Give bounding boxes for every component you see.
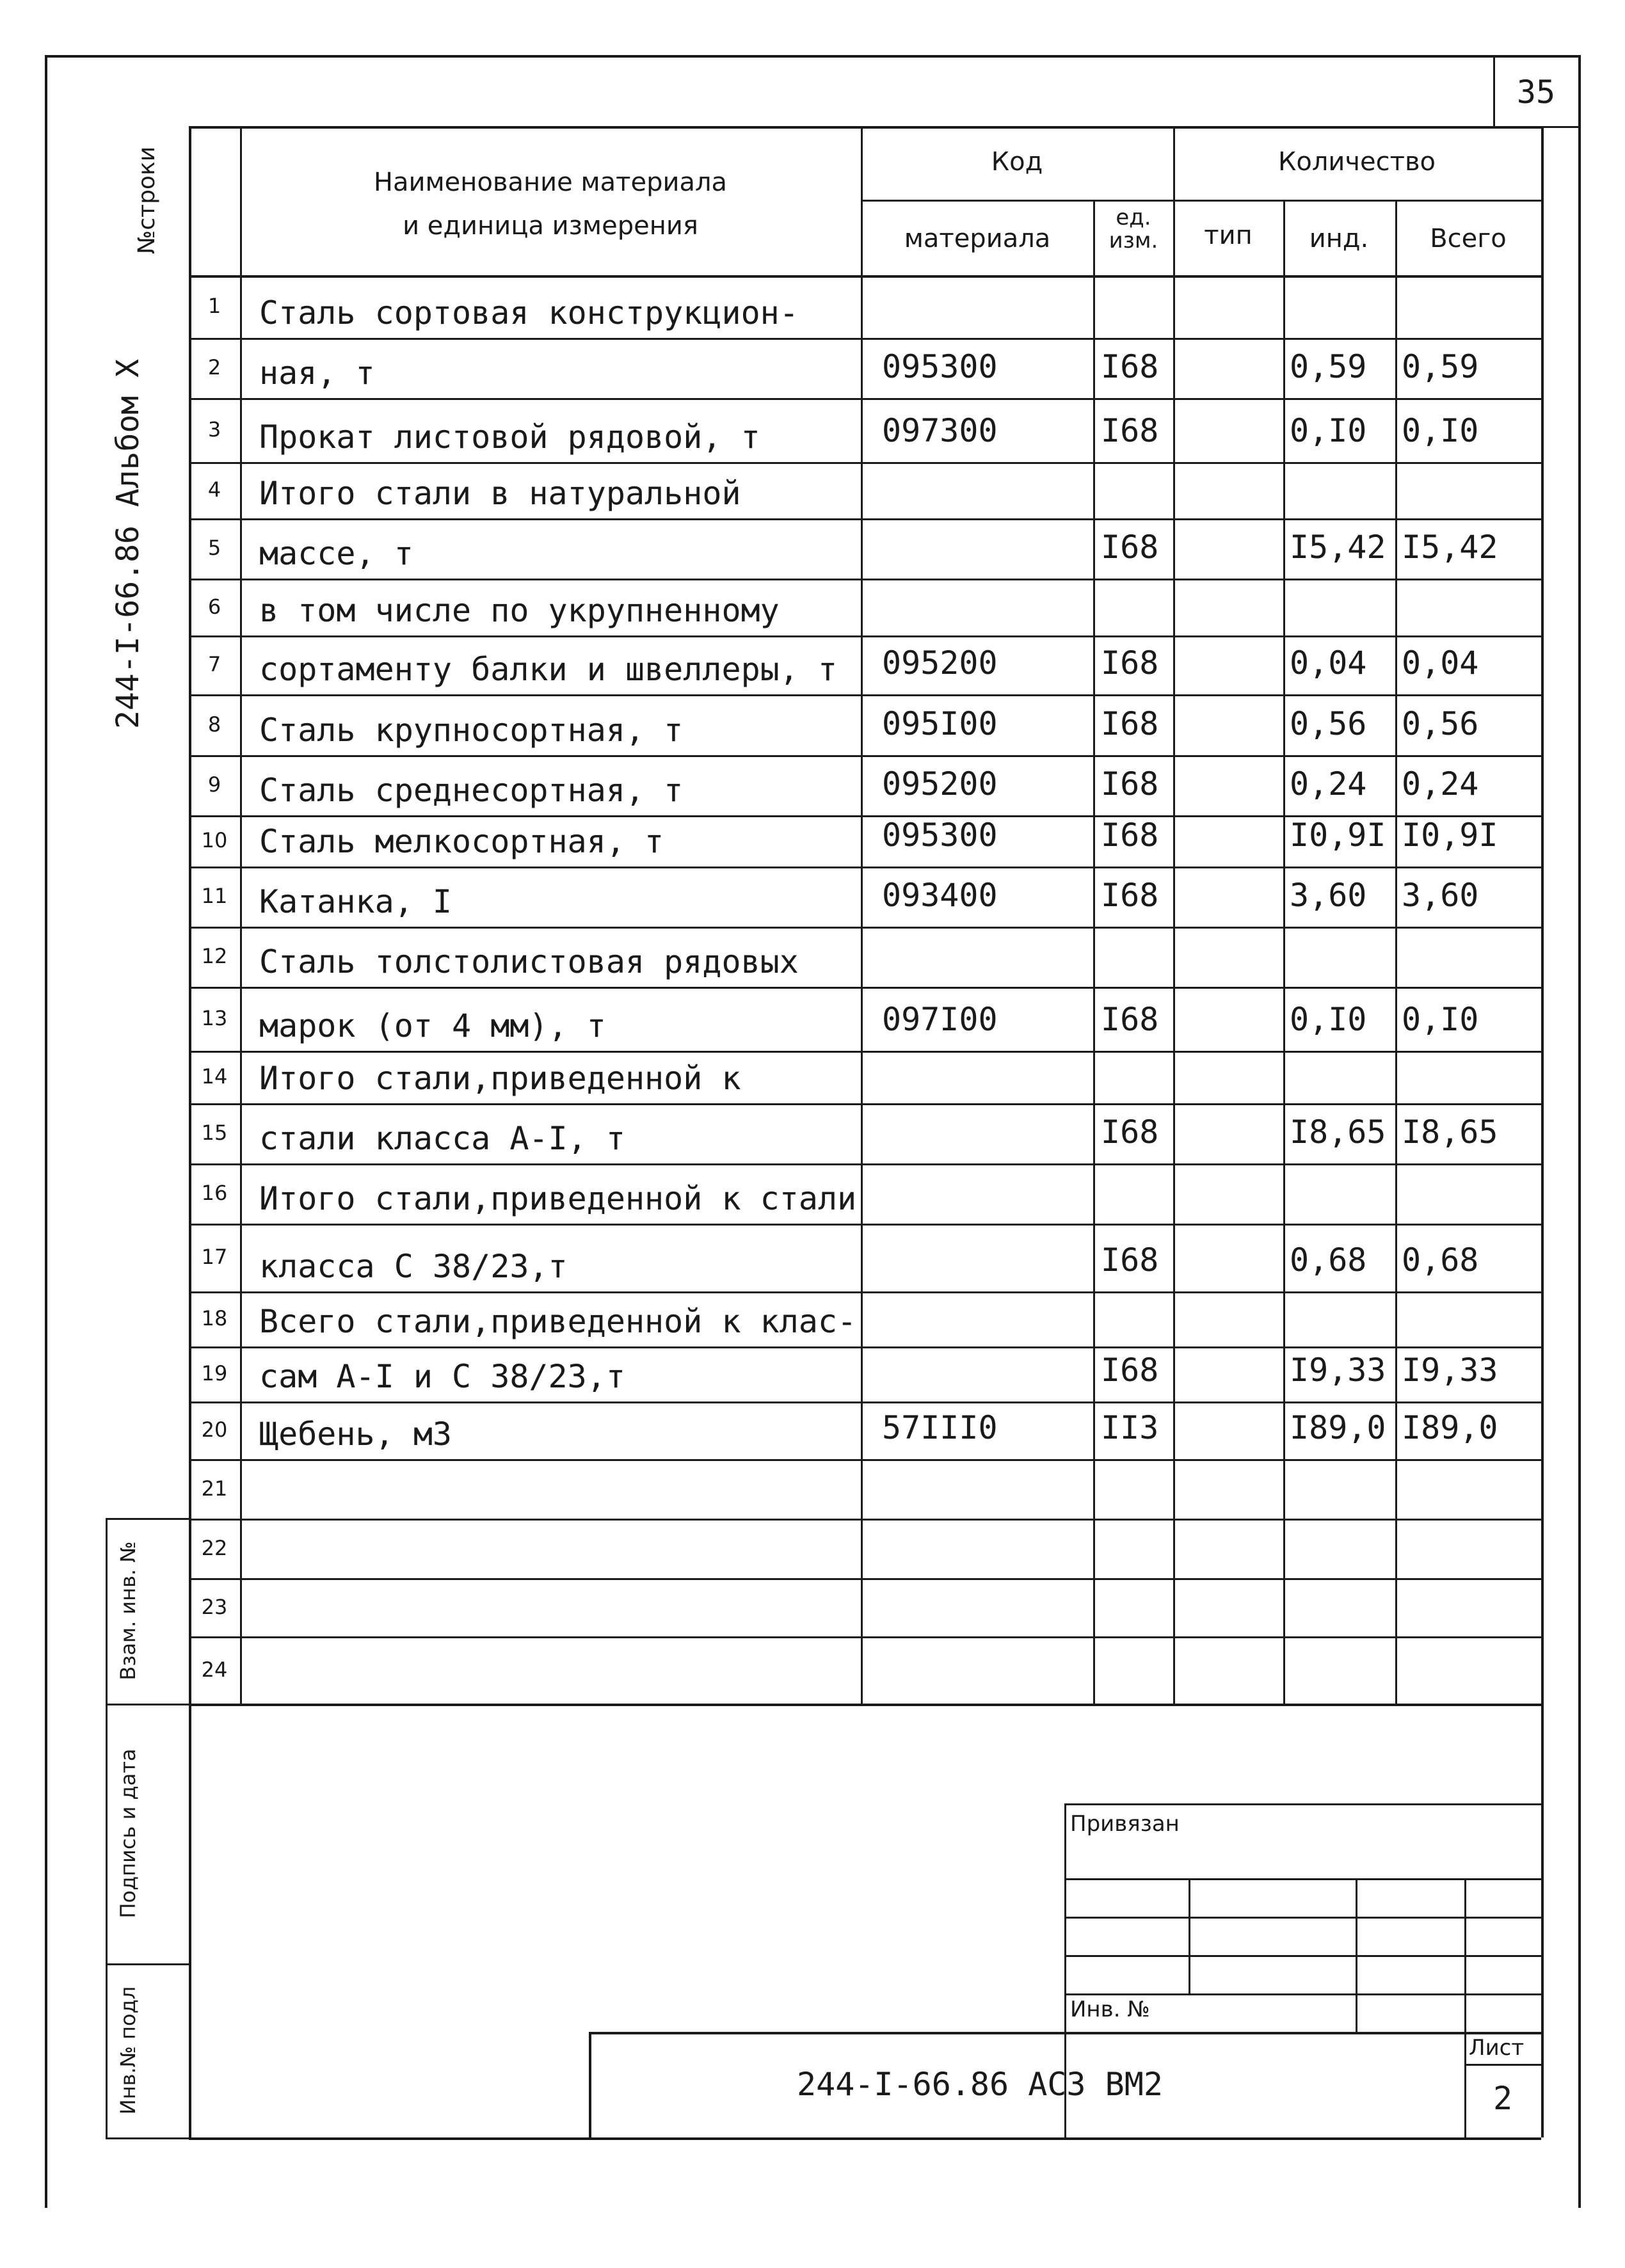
row-material-code: 093400 [882,877,998,914]
row-qty-total: I8,65 [1402,1114,1498,1151]
row-qty-total: I89,0 [1402,1409,1498,1446]
header-mid-line [861,200,1541,202]
row-qty-ind: I8,65 [1290,1114,1386,1151]
title-main-left [589,2032,591,2137]
row-number: 7 [207,652,221,676]
header-row-number: №строки [134,146,160,255]
row-number: 22 [201,1535,228,1560]
row-number: 8 [207,712,221,737]
row-material-name: Сталь крупносортная, т [259,712,684,749]
stamp-original-inv: Инв.№ подл [116,1986,140,2115]
row-qty-total: 0,04 [1402,644,1479,682]
header-qty-group: Количество [1277,147,1436,177]
title-block-col-3 [1464,1878,1466,2137]
title-block-col-2 [1356,1878,1357,2032]
row-line [189,579,1541,580]
row-qty-total: 0,56 [1402,705,1479,742]
row-number: 21 [201,1476,228,1501]
row-number: 2 [207,355,221,379]
table-top [189,126,1541,129]
row-number: 11 [201,884,228,908]
row-qty-ind: 0,I0 [1290,1001,1367,1038]
row-qty-total: I0,9I [1402,817,1498,854]
row-material-code: 57III0 [882,1409,998,1446]
title-block-line-4 [1064,1993,1541,1995]
row-material-name: Сталь толстолистовая рядовых [259,943,799,980]
page-number: 35 [1516,74,1556,111]
row-line [189,1291,1541,1293]
row-qty-total: 0,I0 [1402,412,1479,449]
row-number: 18 [201,1306,228,1330]
row-material-name: сортаменту балки и швеллеры, т [259,651,838,688]
row-material-name: в том числе по укрупненному [259,592,780,629]
row-unit-code: I68 [1101,877,1159,914]
table-col-ind [1283,200,1285,1704]
stamp-signature-date: Подпись и дата [116,1748,140,1919]
table-col-total [1395,200,1397,1704]
header-bottom-line [189,275,1541,278]
row-material-name: Катанка, I [259,883,452,920]
row-unit-code: I68 [1101,529,1159,566]
row-unit-code: I68 [1101,644,1159,682]
row-unit-code: I68 [1101,765,1159,803]
row-number: 15 [201,1121,228,1145]
row-unit-code: II3 [1101,1409,1159,1446]
row-material-code: 095200 [882,765,998,803]
row-number: 12 [201,944,228,968]
row-material-name: марок (от 4 мм), т [259,1007,606,1044]
row-qty-ind: 0,59 [1290,348,1367,385]
table-col-code [861,126,863,1704]
title-block-line-2 [1064,1917,1541,1919]
header-qty-total: Всего [1430,224,1507,253]
title-block-top [1064,1803,1541,1805]
row-material-name: Сталь сортовая конструкцион- [259,294,799,331]
row-number: 17 [201,1245,228,1269]
row-qty-ind: I9,33 [1290,1352,1386,1389]
row-number: 19 [201,1361,228,1386]
table-col-type [1173,126,1175,1704]
row-material-name: Итого стали,приведенной к стали [259,1180,857,1217]
row-line [189,1578,1541,1580]
row-material-name: Сталь среднесортная, т [259,772,684,809]
row-material-name: Прокат листовой рядовой, т [259,419,760,456]
row-line [189,987,1541,989]
row-line [189,1224,1541,1226]
row-qty-total: I5,42 [1402,529,1498,566]
row-unit-code: I68 [1101,1114,1159,1151]
row-line [189,1402,1541,1403]
row-line [189,866,1541,868]
row-qty-ind: 0,I0 [1290,412,1367,449]
row-number: 24 [201,1657,228,1682]
row-qty-ind: I89,0 [1290,1409,1386,1446]
stamp-replaced-inv: Взам. инв. № [116,1541,140,1681]
sheet-label-line [1464,2064,1541,2066]
row-material-name: стали класса А-I, т [259,1120,625,1157]
row-number: 20 [201,1418,228,1442]
row-number: 6 [207,594,221,619]
row-material-name: Всего стали,приведенной к клас- [259,1303,857,1340]
row-number: 16 [201,1181,228,1205]
row-qty-ind: 0,24 [1290,765,1367,803]
row-material-code: 095300 [882,817,998,854]
row-line [189,1459,1541,1461]
header-name: Наименование материала [373,168,728,197]
row-line [189,1163,1541,1165]
row-line [189,1103,1541,1105]
row-material-name: массе, т [259,535,413,572]
title-attached: Привязан [1070,1811,1180,1837]
row-line [189,635,1541,637]
row-line [189,1519,1541,1521]
frame-right [1578,55,1581,2208]
row-qty-total: 3,60 [1402,877,1479,914]
row-unit-code: I68 [1101,1352,1159,1389]
row-material-name: Сталь мелкосортная, т [259,823,664,860]
header-code-unit: ед. изм. [1109,205,1158,253]
row-unit-code: I68 [1101,705,1159,742]
row-material-code: 095I00 [882,705,998,742]
row-number: 14 [201,1064,228,1089]
row-number: 3 [207,417,221,442]
title-sheet-number: 2 [1493,2080,1513,2117]
header-qty-ind: инд. [1309,224,1369,253]
header-code-material: материала [904,224,1051,253]
row-qty-ind: 0,04 [1290,644,1367,682]
row-qty-total: 0,59 [1402,348,1479,385]
row-line [189,755,1541,757]
row-line [189,398,1541,400]
row-number: 1 [207,294,221,318]
header-code-group: Код [991,147,1043,177]
row-material-name: Итого стали,приведенной к [259,1060,741,1097]
row-line [189,694,1541,696]
row-number: 10 [201,828,228,852]
row-material-code: 097I00 [882,1001,998,1038]
page-number-box-left [1493,55,1495,126]
stamp-bottom [106,2137,189,2139]
row-material-name: класса С 38/23,т [259,1248,568,1285]
row-qty-total: 0,68 [1402,1242,1479,1279]
title-inv-no: Инв. № [1070,1997,1150,2022]
table-left [189,126,191,2137]
title-block-line-1 [1064,1878,1541,1880]
row-qty-total: 0,24 [1402,765,1479,803]
row-qty-ind: 0,68 [1290,1242,1367,1279]
row-number: 13 [201,1006,228,1030]
row-material-code: 095300 [882,348,998,385]
row-line [189,518,1541,520]
row-material-name: ная, т [259,355,375,392]
frame-left [45,55,47,2208]
title-block-line-3 [1064,1955,1541,1957]
title-document-code: 244-I-66.86 АС3 ВМ2 [797,2066,1163,2103]
bottom-line [189,2137,1541,2140]
table-col-name [240,126,242,1704]
row-material-name: сам А-I и С 38/23,т [259,1358,625,1395]
row-unit-code: I68 [1101,817,1159,854]
row-unit-code: I68 [1101,1001,1159,1038]
row-material-name: Щебень, м3 [259,1416,452,1453]
row-line [189,927,1541,929]
row-number: 23 [201,1594,228,1619]
row-line [189,462,1541,464]
frame-top [45,55,1578,58]
row-qty-ind: I5,42 [1290,529,1386,566]
row-line [189,1346,1541,1348]
row-material-code: 097300 [882,412,998,449]
row-qty-total: 0,I0 [1402,1001,1479,1038]
header-name-line2: и единица измерения [403,211,698,241]
row-qty-total: I9,33 [1402,1352,1498,1389]
row-unit-code: I68 [1101,412,1159,449]
row-line [189,1051,1541,1053]
row-unit-code: I68 [1101,1242,1159,1279]
stamp-left [106,1518,108,2137]
row-number: 5 [207,536,221,560]
row-line [189,338,1541,340]
row-material-name: Итого стали в натуральной [259,475,741,512]
title-block-col-1 [1189,1878,1190,1993]
header-qty-type: тип [1204,221,1253,250]
row-material-code: 095200 [882,644,998,682]
table-right [1541,126,1544,2137]
row-qty-ind: I0,9I [1290,817,1386,854]
table-bottom-line [189,1704,1541,1706]
row-qty-ind: 0,56 [1290,705,1367,742]
row-line [189,1636,1541,1638]
album-label: 244-I-66.86 Альбом X [110,359,146,729]
title-sheet-label: Лист [1469,2035,1525,2061]
row-number: 9 [207,772,221,797]
row-unit-code: I68 [1101,348,1159,385]
table-col-unit [1093,200,1095,1704]
row-number: 4 [207,477,221,502]
row-qty-ind: 3,60 [1290,877,1367,914]
title-main-top [589,2032,1541,2034]
